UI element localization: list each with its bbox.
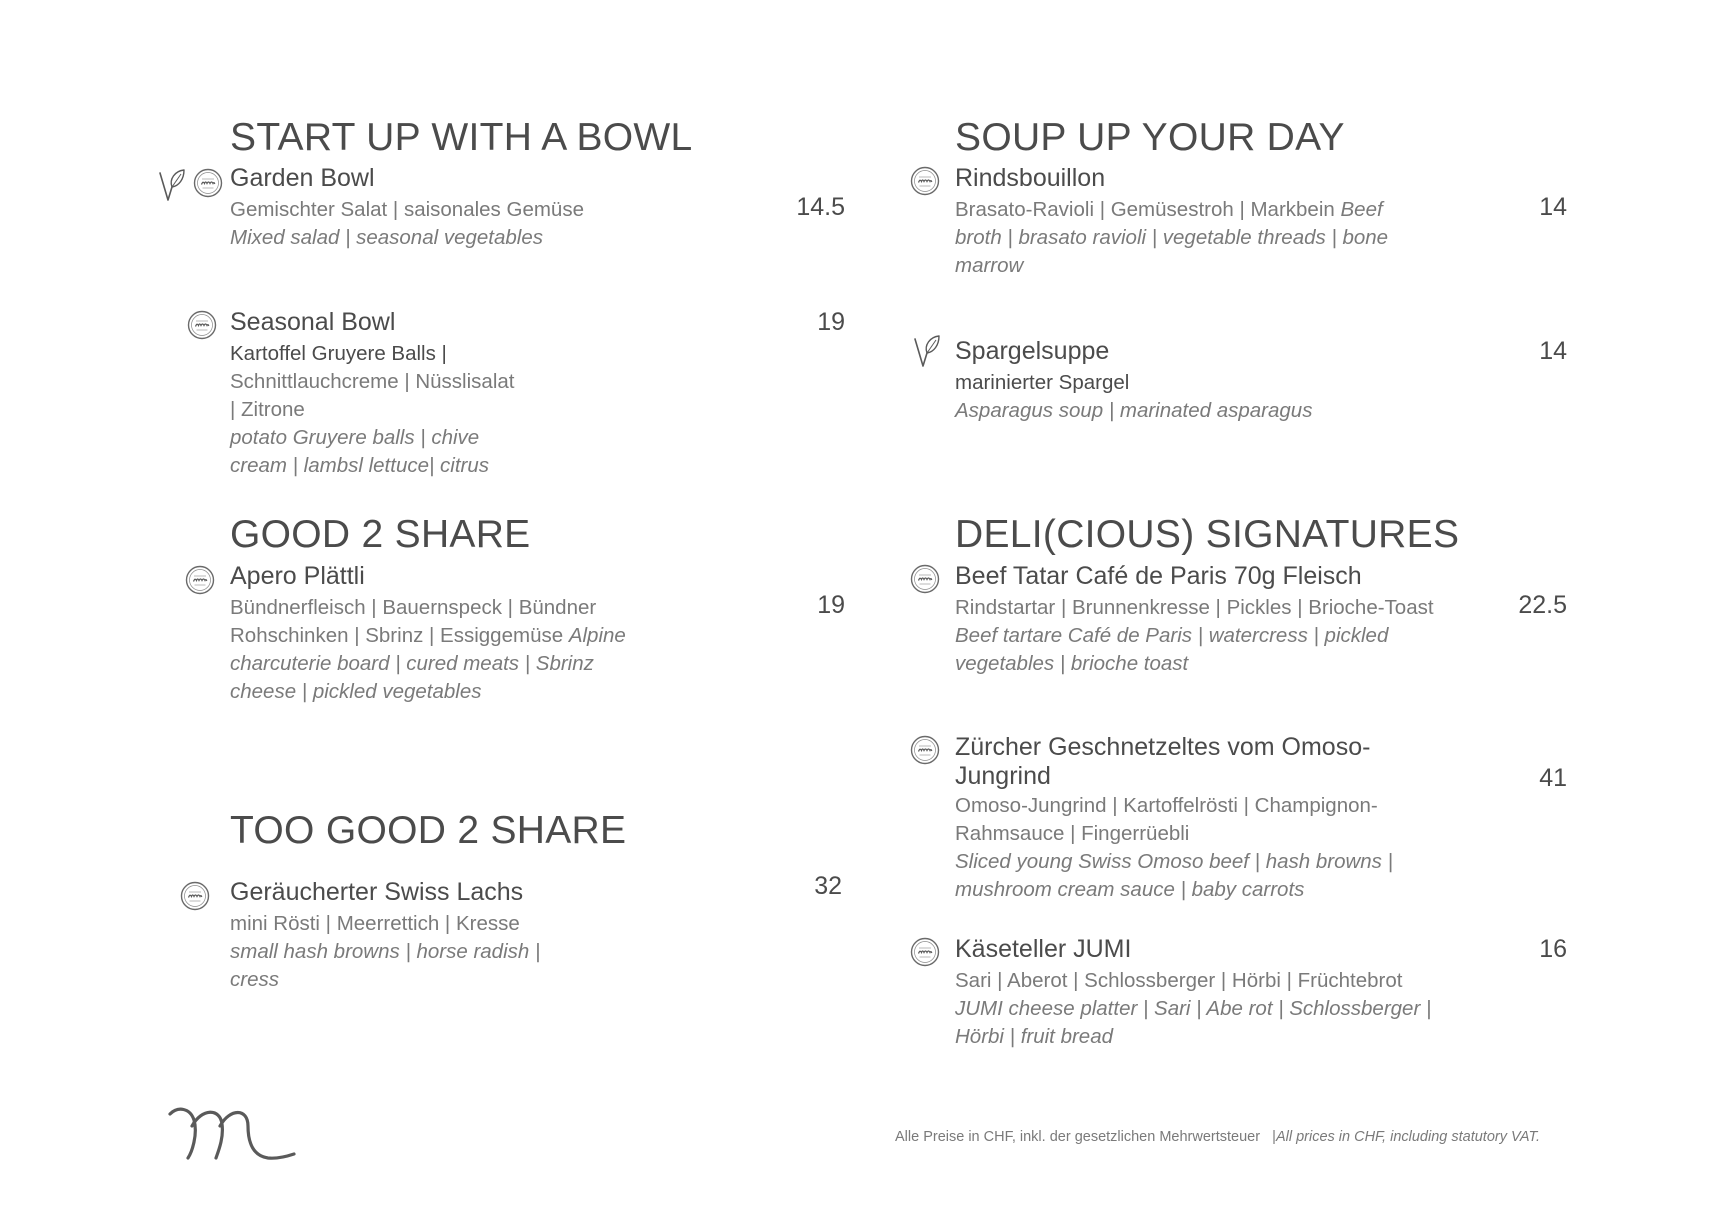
item-name-apero-plaettli: Apero Plättli — [230, 562, 365, 590]
item-desc-de-seasonal-bowl-2: Schnittlauchcreme | Nüsslisalat — [230, 370, 515, 393]
item-desc-en-lachs-2: cress — [230, 968, 279, 991]
section-title-bowl: START UP WITH A BOWL — [230, 116, 693, 159]
item-desc-en-kaeseteller-2: Hörbi | fruit bread — [955, 1025, 1114, 1048]
item-price-lachs: 32 — [814, 872, 842, 900]
section-title-good-2-share: GOOD 2 SHARE — [230, 513, 531, 556]
item-name-geraeucherter-lachs: Geräucherter Swiss Lachs — [230, 878, 524, 906]
item-desc-en-beef-tatar-2: vegetables | brioche toast — [955, 652, 1189, 675]
vegetarian-leaf-icon — [157, 167, 187, 203]
section-title-soup: SOUP UP YOUR DAY — [955, 116, 1345, 159]
item-name-kaeseteller: Käseteller JUMI — [955, 935, 1132, 963]
item-desc-en-spargelsuppe: Asparagus soup | marinated asparagus — [955, 399, 1313, 422]
item-desc-en-garden-bowl: Mixed salad | seasonal vegetables — [230, 226, 544, 249]
item-name-rindsbouillon: Rindsbouillon — [955, 164, 1106, 192]
item-price-beef-tatar: 22.5 — [1518, 591, 1567, 619]
item-price-garden-bowl: 14.5 — [796, 193, 845, 221]
item-price-seasonal-bowl: 19 — [817, 308, 845, 336]
item-desc-en-rindsbouillon-2: broth | brasato ravioli | vegetable threads | bone — [955, 226, 1389, 249]
section-title-signatures: DELI(CIOUS) SIGNATURES — [955, 513, 1460, 556]
item-desc-en-seasonal-bowl-1: potato Gruyere balls | chive — [230, 426, 480, 449]
item-name-zuercher-1: Zürcher Geschnetzeltes vom Omoso- — [955, 733, 1371, 761]
item-desc-en-seasonal-bowl-2: cream | lambsl lettuce| citrus — [230, 454, 490, 477]
vegetarian-leaf-icon — [912, 333, 942, 369]
item-name-zuercher-2: Jungrind — [955, 762, 1051, 790]
item-desc-en-rindsbouillon-3: marrow — [955, 254, 1024, 277]
section-title-too-good-2-share: TOO GOOD 2 SHARE — [230, 809, 627, 852]
item-desc-de-seasonal-bowl-3: | Zitrone — [230, 398, 305, 421]
item-name-spargelsuppe: Spargelsuppe — [955, 337, 1110, 365]
item-desc-en-apero-1: Alpine — [568, 624, 626, 647]
item-name-garden-bowl: Garden Bowl — [230, 164, 375, 192]
item-price-kaeseteller: 16 — [1539, 935, 1567, 963]
footer-separator: | — [1272, 1129, 1276, 1145]
local-product-seal-icon — [187, 310, 217, 340]
item-desc-de-rindsbouillon-text: Brasato-Ravioli | Gemüsestroh | Markbein — [955, 198, 1335, 221]
item-desc-de-lachs: mini Rösti | Meerrettich | Kresse — [230, 912, 520, 935]
local-product-seal-icon — [185, 565, 215, 595]
item-desc-de-kaeseteller: Sari | Aberot | Schlossberger | Hörbi | Früchtebrot — [955, 969, 1403, 992]
item-desc-de-spargelsuppe: marinierter Spargel — [955, 371, 1130, 394]
item-price-spargelsuppe: 14 — [1539, 337, 1567, 365]
footer-vat-note — [895, 1129, 1540, 1145]
item-desc-de-zuercher-1: Omoso-Jungrind | Kartoffelrösti | Champignon- — [955, 794, 1378, 817]
local-product-seal-icon — [910, 937, 940, 967]
local-product-seal-icon — [193, 168, 223, 198]
local-product-seal-icon — [910, 564, 940, 594]
item-desc-en-zuercher-2: mushroom cream sauce | baby carrots — [955, 878, 1305, 901]
item-price-rindsbouillon: 14 — [1539, 193, 1567, 221]
local-product-seal-icon — [180, 881, 210, 911]
item-desc-de-apero-2-text: Rohschinken | Sbrinz | Essiggemüse — [230, 624, 564, 647]
item-desc-de-apero-1: Bündnerfleisch | Bauernspeck | Bündner — [230, 596, 597, 619]
item-desc-de-apero-2 — [230, 622, 626, 650]
local-product-seal-icon — [910, 735, 940, 765]
item-desc-de-zuercher-2: Rahmsauce | Fingerrüebli — [955, 822, 1190, 845]
local-product-seal-icon — [910, 166, 940, 196]
item-desc-en-lachs-1: small hash browns | horse radish | — [230, 940, 541, 963]
footer-vat-note-en: All prices in CHF, including statutory VAT. — [1275, 1129, 1541, 1145]
item-desc-en-apero-3: cheese | pickled vegetables — [230, 680, 482, 703]
item-name-beef-tatar: Beef Tatar Café de Paris 70g Fleisch — [955, 562, 1362, 590]
footer-vat-note-de: Alle Preise in CHF, inkl. der gesetzlichen Mehrwertsteuer — [895, 1129, 1261, 1145]
item-desc-en-rindsbouillon-1: Beef — [1340, 198, 1383, 221]
item-desc-en-zuercher-1: Sliced young Swiss Omoso beef | hash browns | — [955, 850, 1393, 873]
item-price-zuercher: 41 — [1539, 764, 1567, 792]
item-desc-en-kaeseteller-1: JUMI cheese platter | Sari | Abe rot | Schlossberger | — [955, 997, 1432, 1020]
item-name-seasonal-bowl: Seasonal Bowl — [230, 308, 396, 336]
item-desc-de-garden-bowl: Gemischter Salat | saisonales Gemüse — [230, 198, 584, 221]
item-desc-de-rindsbouillon — [955, 196, 1383, 224]
item-desc-de-beef-tatar: Rindstartar | Brunnenkresse | Pickles | Brioche-Toast — [955, 596, 1434, 619]
item-desc-en-beef-tatar-1: Beef tartare Café de Paris | watercress | pickled — [955, 624, 1389, 647]
item-price-apero-plaettli: 19 — [817, 591, 845, 619]
m-logo-icon — [168, 1100, 296, 1162]
item-desc-de-seasonal-bowl-1: Kartoffel Gruyere Balls | — [230, 342, 447, 365]
item-desc-en-apero-2: charcuterie board | cured meats | Sbrinz — [230, 652, 594, 675]
